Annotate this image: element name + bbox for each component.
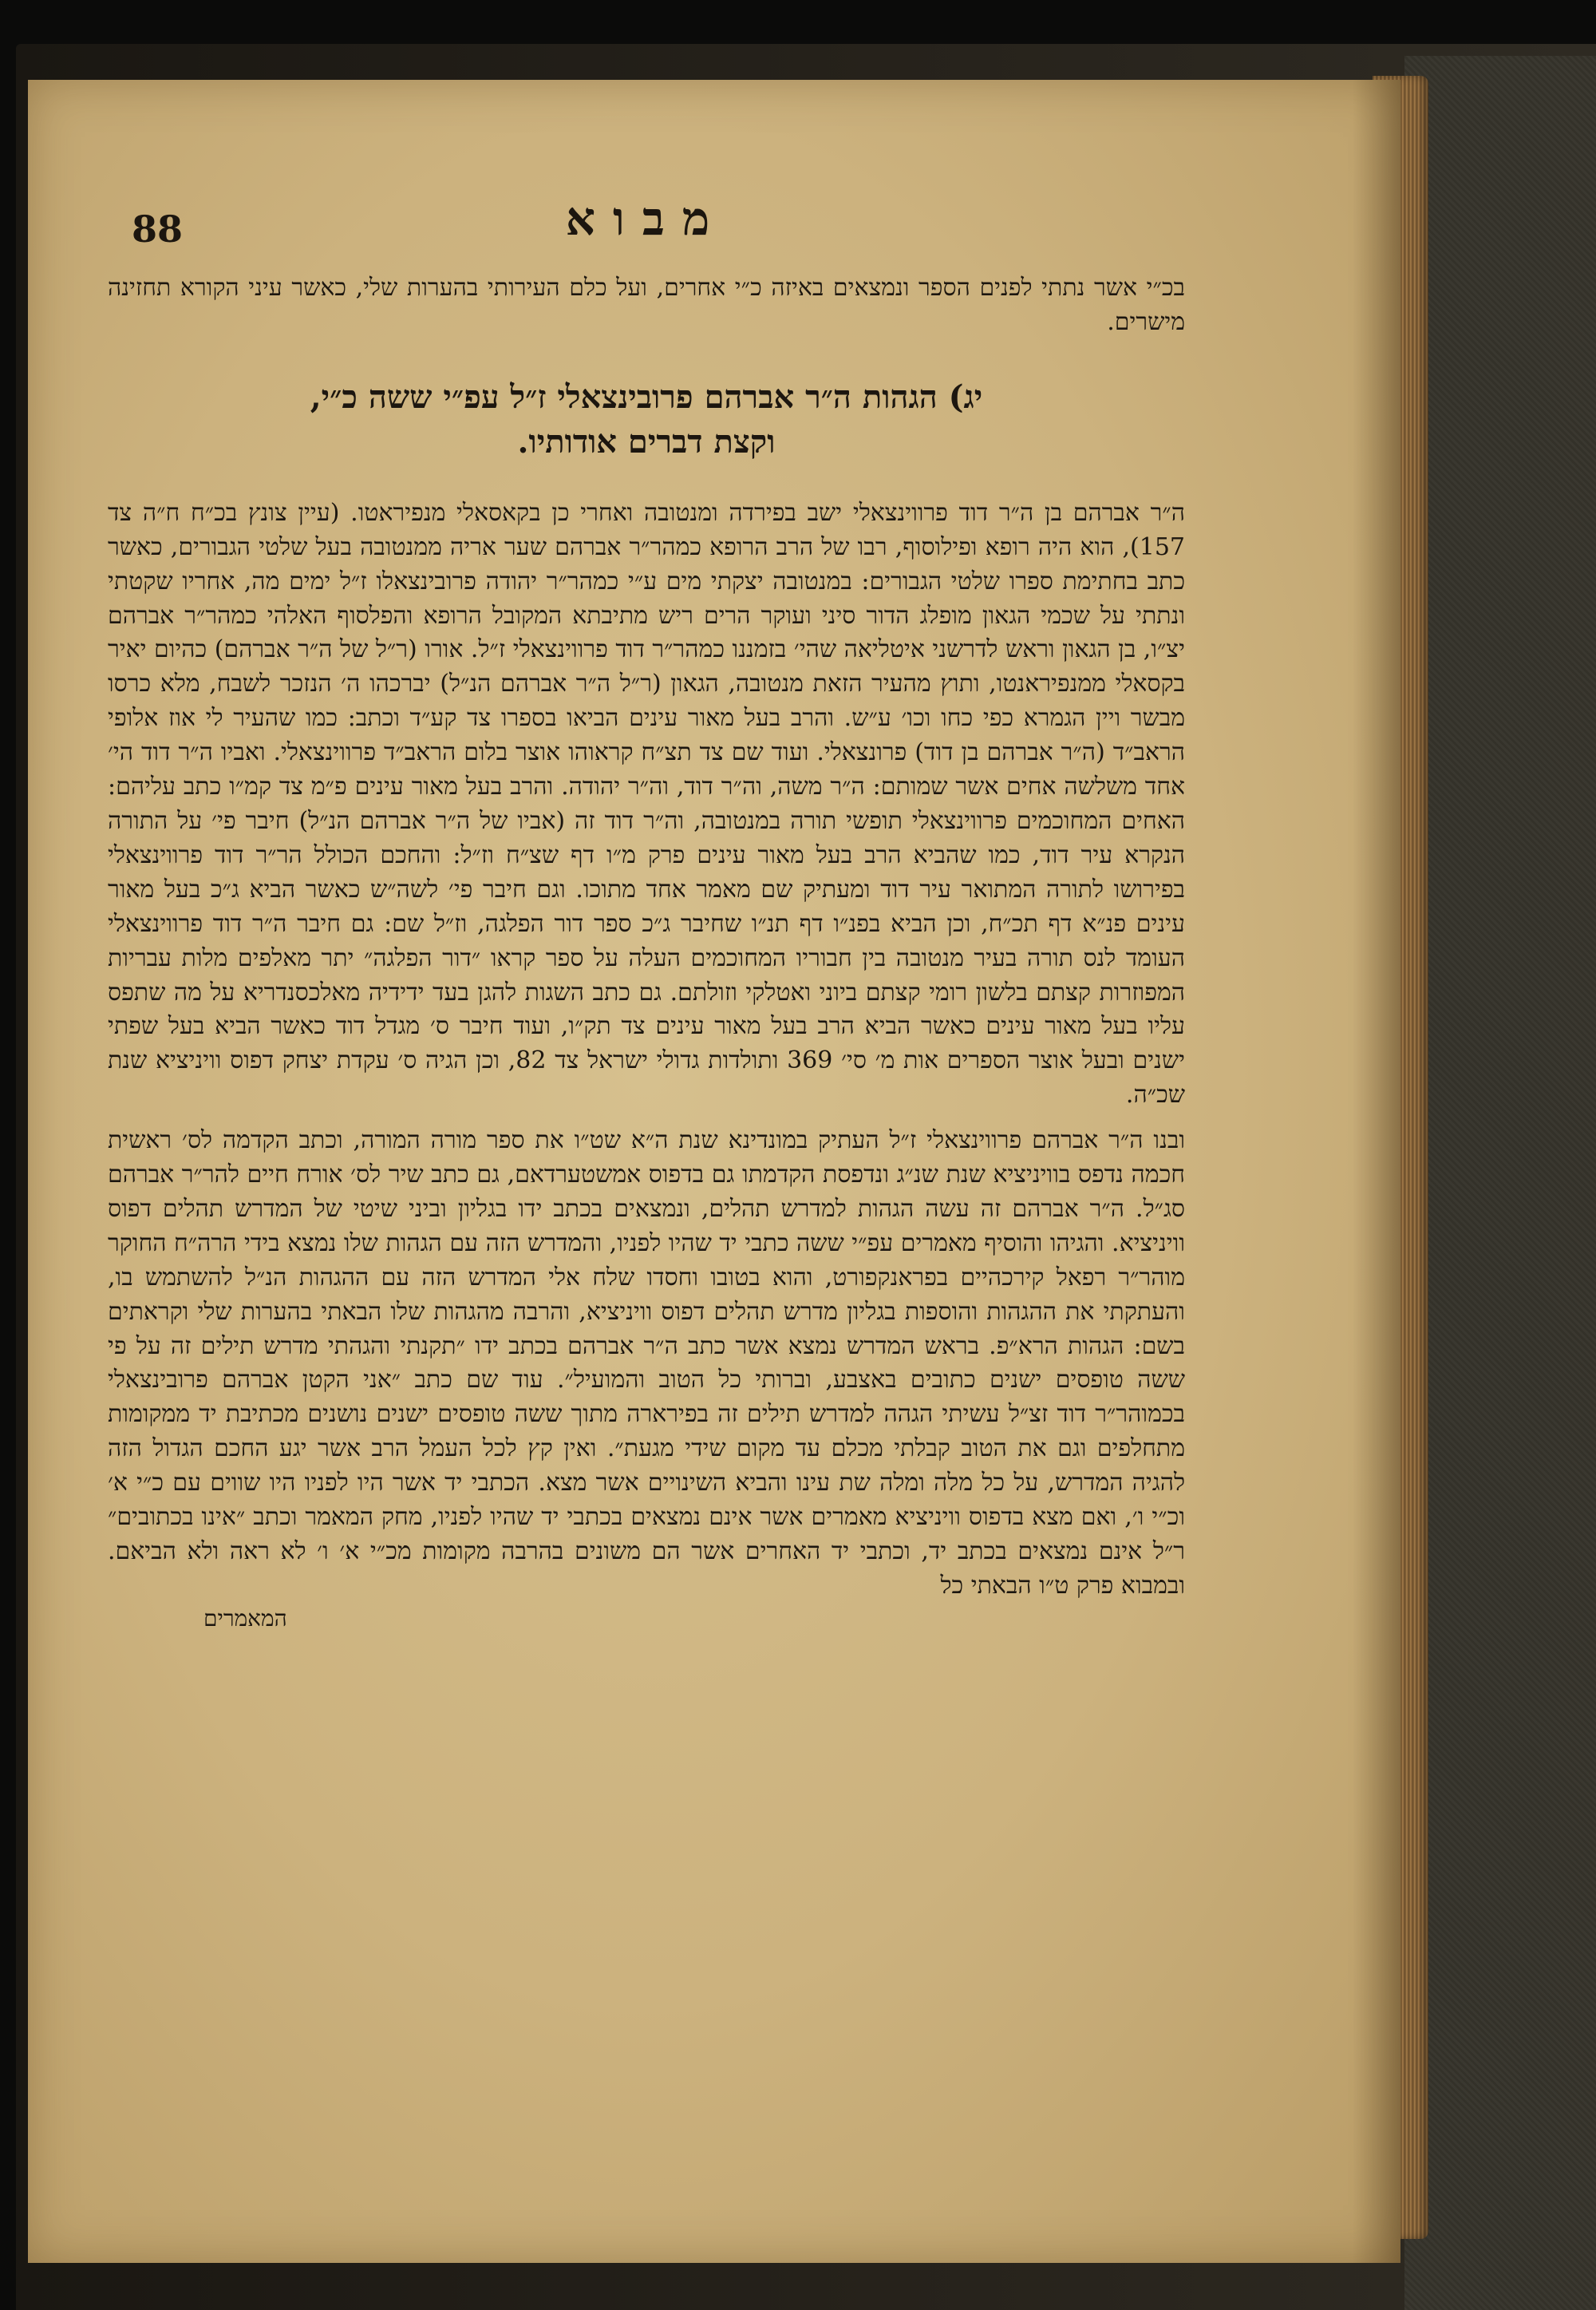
catchword: המאמרים [203,1604,287,1632]
section-heading-line-1: יג) הגהות ה״ר אברהם פרובינצאלי ז״ל עפ״י ששה כ״י, [310,378,983,416]
section-heading-line-2: וקצת דברים אודותיו. [517,422,776,461]
paragraph-2: ובנו ה״ר אברהם פרווינצאלי ז״ל העתיק במונדינא שנת ה״א שט״ו את ספר מורה המורה, וכתב הקדמה לס׳ ראשית חכמה נדפס בוויניציא שנת שנ״ג ונדפסת הקדמתו גם בדפוס אמשטערדאם, גם כתב שיר לס׳ אורח חיים להר״ר אברהם סג״ל. ה״ר אברהם זה עשה הגהות למדרש תהלים, ונמצאים בכתב ידו בגליון וביני שיטי של המדרש תהלים דפוס וויניציא. והגיהו והוסיף מאמרים עפ״י ששה כתבי יד שהיו לפניו, והמדרש הזה עם הגהות שלו נמצא בידי הרה״ח החוקר מוהר״ר רפאל קירכהיים בפראנקפורט, והוא בטובו וחסדו שלח אלי המדרש הזה עם ההגהות הנ״ל להשתמש בו, והעתקתי את ההגהות והוספות בגליון מדרש תהלים דפוס וויניציא, והרבה מהגהות שלו הבאתי בהערות שלי וקראתים בשם: הגהות הרא״פ. בראש המדרש נמצא אשר כתב ה״ר אברהם בכתב ידו ״תקנתי והגהתי מדרש תילים זה על פי ששה טופסים ישנים כתובים באצבע, וברותי כל הטוב והמועיל״. עוד שם כתב ״אני הקטן אברהם פרובינצאלי בכמוהר״ר דוד זצ״ל עשיתי הגהה למדרש תילים זה בפירארה מתוך ששה טופסים ישנים נושנים מכתיבת יד ממקומות מתחלפים וגם את הטוב קבלתי מכלם עד מקום שידי מגעת״. ואין קץ לכל העמל הרב אשר יגע החכם הגדול הזה להגיה המדרש, על כל מלה ומלה שת עינו והביא השינויים אשר מצא. הכתבי יד אשר היו לפניו היו שווים עם כ״י א׳ וכ״י ו׳, ואם מצא בדפוס וויניציא מאמרים אשר אינם נמצאים בכתבי יד שהיו לפניו, מחק המאמר וכתב ״אינו בכתובים״ ר״ל אינם נמצאים בכתב יד, וכתבי יד האחרים אשר הם משונים בהרבה מקומות מכ״י א׳ ו׳ לא ראה ולא הביאם. ובמבוא פרק ט״ו הבאתי כל [108,1126,1185,1600]
page-header [108,184,1185,271]
page-title: מבוא [565,192,728,246]
top-paragraph: בכ״י אשר נתתי לפנים הספר ונמצאים באיזה כ״י אחרים, ועל כלם העירותי בהערות שלי, כאשר עיני הקורא תחזינה מישרים. [108,274,1185,336]
text-block [108,184,1185,1632]
cover-cloth-texture [1404,56,1596,2310]
paragraph-1: ה״ר אברהם בן ה״ר דוד פרווינצאלי ישב בפירדה ומנטובה ואחרי כן בקאסאלי מנפיראטו. (עיין צונץ בכ״ח ח״ה צד 157), הוא היה רופא ופילוסוף, רבו של הרב הרופא כמהר״ר אברהם שער אריה ממנטובה בעל שלטי הגבורים, כאשר כתב בחתימת ספרו שלטי הגבורים: במנטובה יצקתי מים ע״י כמהר״ר יהודה פרובינצאלו ז״ל ימים מה, אחריו שקטתי ונתתי על שכמי הגאון מופלג הדור סיני ועוקר הרים ריש מתיבתא המקובל הרופא והפלסוף האלהי כמהר״ר אברהם יצ״ו, בן הגאון וראש לדרשני איטליאה שהי׳ בזמננו כמהר״ר דוד פרווינצאלי ז״ל. אורו (ר״ל של ה״ר אברהם) כהיום יאיר בקסאלי ממנפיראנטו, ותוץ מהעיר הזאת מנטובה, הגאון (ר״ל ה״ר אברהם הנ״ל) יברכהו ה׳ הנזכר לשבח, מלא כרסו מבשר ויין הגמרא כפי כחו וכו׳ ע״ש. והרב בעל מאור עינים הביאו בספרו צד קע״ד וכתב: כמו שהעיר לי אוז אלופי הראב״ד (ה״ר אברהם בן דוד) פרונצאלי. ועוד שם צד תצ״ח קראוהו אוצר בלום הראב״ד פרווינצאלי. ואביו ה״ר דוד הי׳ אחד משלשה אחים אשר שמותם: ה״ר משה, וה״ר דוד, וה״ר יהודה. והרב בעל מאור עינים פ״מ צד קמ״ו כתב עליהם: האחים המחוכמים פרווינצאלי תופשי תורה במנטובה, וה״ר דוד זה (אביו של ה״ר אברהם הנ״ל) חיבר פי׳ על התורה הנקרא עיר דוד, כמו שהביא הרב בעל מאור עינים פרק מ״ו דף שצ״ח וז״ל: והחכם הכולל הר״ר דוד פרווינצאלי בפירושו לתורה המתואר עיר דוד ומעתיק שם מאמר אחד מתוכו. וגם חיבר פי׳ לשה״ש כאשר הביא ג״כ בעל מאור עינים פנ״א דף תכ״ח, וכן הביא בפנ״ו דף תנ״ו שחיבר ג״כ ספר דור הפלגה, וז״ל שם: גם חיבר ה״ר דוד פרווינצאלי העומד לנס תורה בעיר מנטובה בין חבוריו המחוכמים העלה על ספר קראו ״דור הפלגה״ יתר מאלפים מלות עבריות המפוזרות קצתם בלשון רומי קצתם ביוני ואטלקי וזולתם. גם כתב השגות להגן בעד ידידיה מאלכסנדריא על מה שתפס עליו בעל מאור עינים כאשר הביא הרב בעל מאור עינים צד תק״ו, ועוד חיבר ס׳ מגדל דוד כאשר הביא בעל שפתי ישנים ובעל אוצר הספרים אות מ׳ סי׳ 369 ותולדות גדולי ישראל צד 82, וכן הגיה ס׳ עקדת יצחק דפוס וויניציא שנת שכ״ה. [107,498,1186,1110]
paragraph-gap [108,1113,1185,1124]
page-number: 88 [132,208,184,251]
section-heading [156,375,1137,465]
book-page [28,80,1400,2263]
